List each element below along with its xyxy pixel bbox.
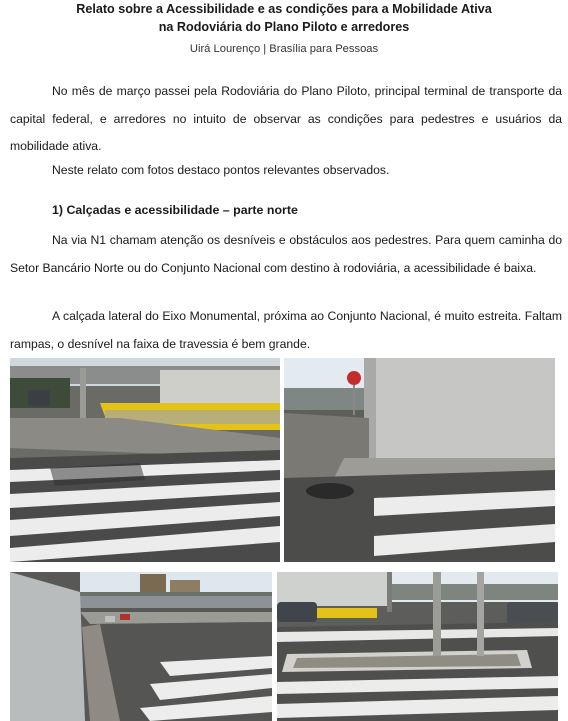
intro-paragraph-2: Neste relato com fotos destaco pontos relevantes observados. xyxy=(52,163,390,177)
photo-median-island xyxy=(277,572,558,721)
section-paragraph-1: Na via N1 chamam atenção os desníveis e obstáculos aos pedestres. Para quem caminha do Setor Bancário Norte ou do Conjunto Nacional com destino à rodoviária, a acessibilidade é baixa. xyxy=(10,233,562,275)
section-heading: 1) Calçadas e acessibilidade – parte norte xyxy=(52,203,298,217)
document-title-line-1: Relato sobre a Acessibilidade e as condições para a Mobilidade Ativa xyxy=(76,2,492,16)
document-title-line-2: na Rodoviária do Plano Piloto e arredores xyxy=(158,20,410,34)
photo-wall-manhole xyxy=(284,358,555,562)
author-line: Uirá Lourenço | Brasília para Pessoas xyxy=(189,43,379,55)
section-paragraph-2: A calçada lateral do Eixo Monumental, próxima ao Conjunto Nacional, é muito estreita. Faltam rampas, o desnível na faixa de travessia é bem grande. xyxy=(10,309,562,351)
intro-paragraph: No mês de março passei pela Rodoviária do Plano Piloto, principal terminal de transporte da capital federal, e arredores no intuito de observar as condições para pedestres e usuários da mobilidade ativa. xyxy=(10,84,562,154)
photo-narrow-sidewalk xyxy=(10,572,272,721)
photo-crosswalk-railing xyxy=(10,358,280,562)
